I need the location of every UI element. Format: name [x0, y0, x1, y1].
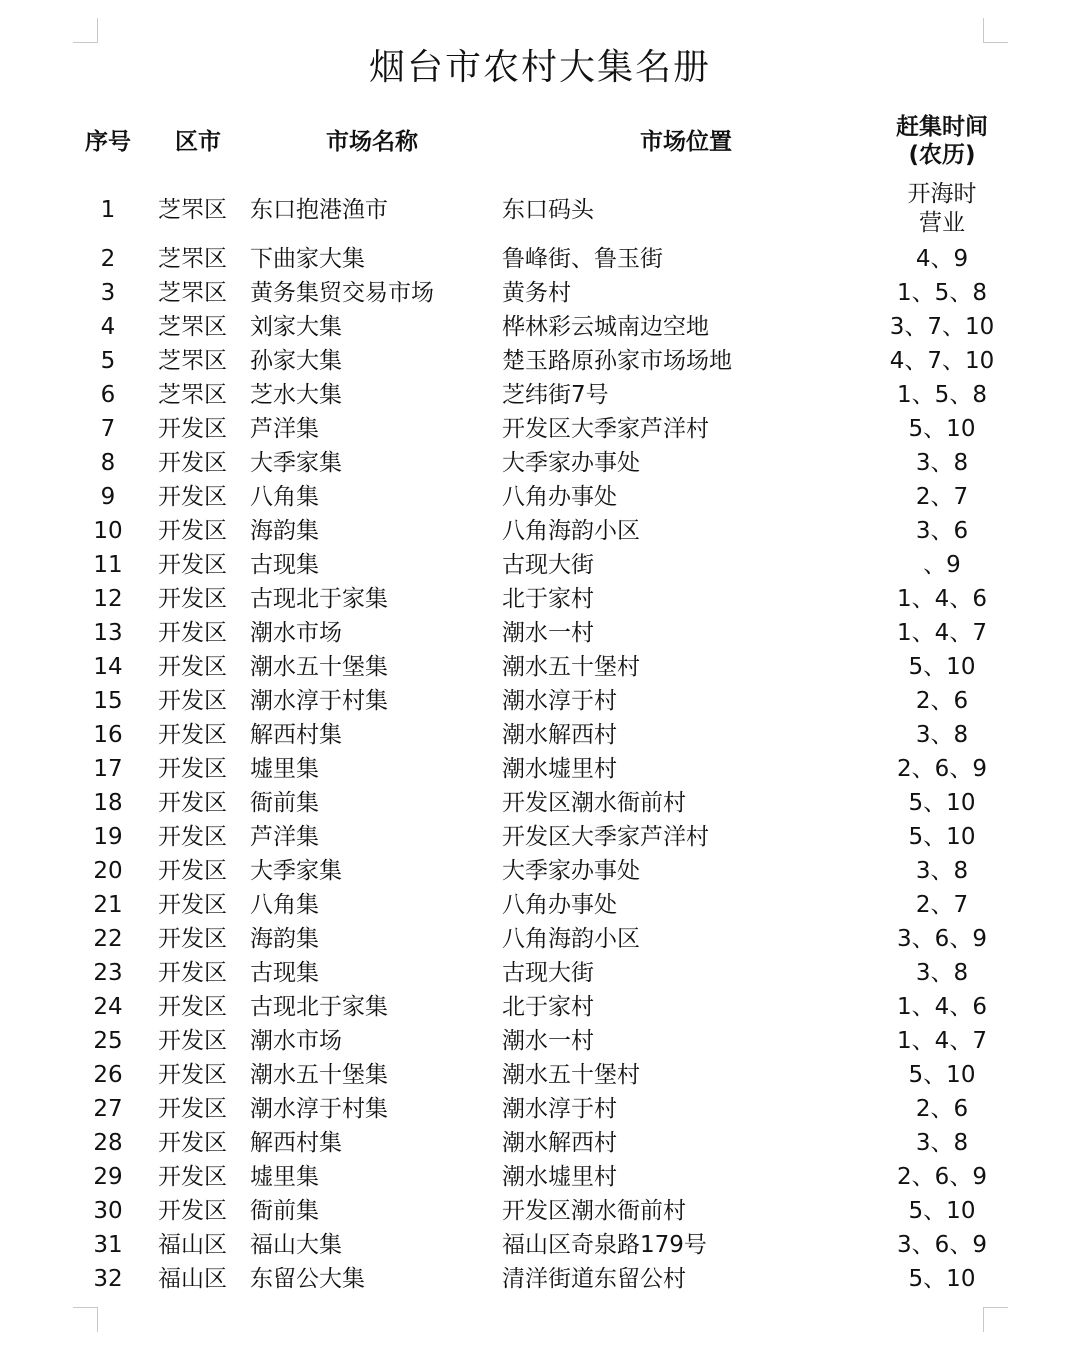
cell-market-time: 5、10: [908, 790, 976, 816]
cell-index: 16: [93, 722, 123, 748]
cell-location: 芝纬街7号: [502, 382, 609, 408]
cell-market-name: 芦洋集: [250, 416, 319, 442]
table-row: [0, 548, 1080, 582]
cell-location: 楚玉路原孙家市场场地: [502, 348, 732, 374]
cell-district: 开发区: [158, 1198, 227, 1224]
cell-market-time: 4、9: [915, 246, 969, 272]
table-row: [0, 616, 1080, 650]
table-row: [0, 888, 1080, 922]
cell-market-time: 3、8: [915, 1130, 969, 1156]
cell-location: 潮水淳于村: [502, 688, 617, 714]
cell-market-time: 、9: [923, 552, 961, 578]
table-row: [0, 178, 1080, 242]
header-index: 序号: [85, 129, 131, 155]
page-corner-mark-top-left: [73, 18, 98, 43]
cell-location: 桦林彩云城南边空地: [502, 314, 709, 340]
cell-market-name: 古现北于家集: [250, 586, 388, 612]
header-market-time: [872, 113, 1012, 169]
cell-district: 开发区: [158, 552, 227, 578]
cell-index: 21: [93, 892, 123, 918]
table-row: [0, 1092, 1080, 1126]
cell-district: 开发区: [158, 484, 227, 510]
cell-index: 22: [93, 926, 123, 952]
cell-market-name: 东口抱港渔市: [250, 197, 388, 223]
header-district: 区市: [175, 129, 221, 155]
cell-market-name: 潮水市场: [250, 620, 342, 646]
cell-location: 开发区大季家芦洋村: [502, 824, 709, 850]
cell-location: 东口码头: [502, 197, 594, 223]
table-row: [0, 1262, 1080, 1296]
table-row: [0, 1194, 1080, 1228]
cell-location: 潮水五十堡村: [502, 654, 640, 680]
cell-district: 开发区: [158, 654, 227, 680]
cell-market-time: 5、10: [908, 654, 976, 680]
table-row: [0, 480, 1080, 514]
cell-market-name: 大季家集: [250, 450, 342, 476]
cell-district: 芝罘区: [158, 280, 227, 306]
cell-market-name: 东留公大集: [250, 1266, 365, 1292]
cell-market-time: 3、8: [915, 858, 969, 884]
cell-index: 9: [100, 484, 116, 510]
cell-market-name: 解西村集: [250, 722, 342, 748]
cell-market-time: [872, 180, 1012, 238]
cell-market-time: 1、4、7: [897, 1028, 987, 1054]
cell-index: 26: [93, 1062, 123, 1088]
cell-district: 开发区: [158, 518, 227, 544]
table-row: [0, 1126, 1080, 1160]
table-row: [0, 786, 1080, 820]
cell-market-time: 2、6、9: [897, 756, 987, 782]
cell-location: 潮水解西村: [502, 1130, 617, 1156]
cell-location: 潮水一村: [502, 1028, 594, 1054]
cell-market-name: 福山大集: [250, 1232, 342, 1258]
cell-market-time: 5、10: [908, 416, 976, 442]
cell-index: 14: [93, 654, 123, 680]
cell-index: 8: [100, 450, 116, 476]
header-market-name: 市场名称: [326, 129, 418, 155]
cell-district: 福山区: [158, 1266, 227, 1292]
cell-index: 20: [93, 858, 123, 884]
table-row: [0, 752, 1080, 786]
cell-market-time: 1、5、8: [897, 280, 987, 306]
table-row: [0, 718, 1080, 752]
cell-location: 古现大街: [502, 960, 594, 986]
cell-market-name: 古现北于家集: [250, 994, 388, 1020]
cell-index: 28: [93, 1130, 123, 1156]
cell-market-time-line2: 营业: [919, 210, 965, 236]
cell-location: 潮水五十堡村: [502, 1062, 640, 1088]
header-location: 市场位置: [640, 129, 732, 155]
cell-market-name: 潮水五十堡集: [250, 654, 388, 680]
cell-market-name: 刘家大集: [250, 314, 342, 340]
cell-index: 7: [100, 416, 116, 442]
cell-market-time: 4、7、10: [889, 348, 995, 374]
header-market-time-line1: 赶集时间: [896, 114, 988, 140]
table-row: [0, 276, 1080, 310]
cell-market-name: 潮水五十堡集: [250, 1062, 388, 1088]
cell-district: 芝罘区: [158, 382, 227, 408]
cell-market-name: 八角集: [250, 892, 319, 918]
cell-index: 11: [93, 552, 123, 578]
cell-district: 开发区: [158, 1028, 227, 1054]
cell-location: 开发区大季家芦洋村: [502, 416, 709, 442]
table-row: [0, 650, 1080, 684]
cell-district: 开发区: [158, 858, 227, 884]
cell-location: 八角海韵小区: [502, 926, 640, 952]
cell-district: 开发区: [158, 926, 227, 952]
cell-market-name: 八角集: [250, 484, 319, 510]
header-market-time-line2: (农历): [908, 142, 976, 168]
cell-district: 福山区: [158, 1232, 227, 1258]
cell-district: 开发区: [158, 722, 227, 748]
table-row: [0, 1228, 1080, 1262]
cell-market-name: 古现集: [250, 960, 319, 986]
cell-district: 开发区: [158, 688, 227, 714]
cell-market-time: 3、6、9: [897, 926, 987, 952]
cell-index: 18: [93, 790, 123, 816]
cell-district: 芝罘区: [158, 197, 227, 223]
table-row: [0, 378, 1080, 412]
table-row: [0, 1058, 1080, 1092]
cell-index: 31: [93, 1232, 123, 1258]
cell-index: 6: [100, 382, 116, 408]
table-row: [0, 344, 1080, 378]
table-header: [0, 110, 1080, 180]
cell-index: 5: [100, 348, 116, 374]
cell-district: 开发区: [158, 960, 227, 986]
cell-district: 开发区: [158, 1096, 227, 1122]
cell-index: 10: [93, 518, 123, 544]
cell-location: 八角海韵小区: [502, 518, 640, 544]
cell-index: 3: [100, 280, 116, 306]
page-corner-mark-top-right: [983, 18, 1008, 43]
cell-district: 开发区: [158, 1130, 227, 1156]
cell-market-time: 5、10: [908, 1198, 976, 1224]
cell-location: 潮水墟里村: [502, 756, 617, 782]
cell-district: 开发区: [158, 824, 227, 850]
cell-district: 开发区: [158, 620, 227, 646]
cell-location: 大季家办事处: [502, 450, 640, 476]
cell-location: 大季家办事处: [502, 858, 640, 884]
cell-location: 开发区潮水衙前村: [502, 790, 686, 816]
cell-market-time: 5、10: [908, 1266, 976, 1292]
table-row: [0, 310, 1080, 344]
cell-location: 福山区奇泉路179号: [502, 1232, 707, 1258]
table-row: [0, 922, 1080, 956]
cell-district: 芝罘区: [158, 246, 227, 272]
page-corner-mark-bottom-right: [983, 1307, 1008, 1332]
cell-district: 开发区: [158, 586, 227, 612]
cell-market-time-line1: 开海时: [907, 181, 977, 207]
cell-market-name: 黄务集贸交易市场: [250, 280, 434, 306]
cell-market-name: 墟里集: [250, 756, 319, 782]
cell-location: 潮水淳于村: [502, 1096, 617, 1122]
table-row: [0, 514, 1080, 548]
cell-market-name: 潮水淳于村集: [250, 1096, 388, 1122]
table-row: [0, 1024, 1080, 1058]
cell-district: 开发区: [158, 892, 227, 918]
cell-location: 八角办事处: [502, 484, 617, 510]
table-row: [0, 1160, 1080, 1194]
cell-market-time: 2、7: [915, 484, 969, 510]
cell-index: 13: [93, 620, 123, 646]
cell-market-time: 3、6、9: [897, 1232, 987, 1258]
cell-index: 27: [93, 1096, 123, 1122]
cell-location: 北于家村: [502, 994, 594, 1020]
table-row: [0, 854, 1080, 888]
cell-location: 潮水墟里村: [502, 1164, 617, 1190]
cell-market-time: 2、7: [915, 892, 969, 918]
cell-district: 芝罘区: [158, 348, 227, 374]
table-row: [0, 820, 1080, 854]
cell-market-time: 1、4、7: [897, 620, 987, 646]
page-corner-mark-bottom-left: [73, 1307, 98, 1332]
cell-market-name: 芝水大集: [250, 382, 342, 408]
cell-market-time: 2、6: [915, 688, 969, 714]
cell-market-name: 大季家集: [250, 858, 342, 884]
cell-index: 19: [93, 824, 123, 850]
cell-index: 2: [100, 246, 116, 272]
cell-location: 潮水解西村: [502, 722, 617, 748]
cell-market-name: 芦洋集: [250, 824, 319, 850]
cell-index: 29: [93, 1164, 123, 1190]
document-title: 烟台市农村大集名册: [368, 47, 711, 88]
cell-index: 30: [93, 1198, 123, 1224]
table-row: [0, 582, 1080, 616]
cell-index: 4: [100, 314, 116, 340]
cell-market-name: 古现集: [250, 552, 319, 578]
table-row: [0, 242, 1080, 276]
cell-district: 开发区: [158, 790, 227, 816]
cell-district: 开发区: [158, 450, 227, 476]
cell-location: 黄务村: [502, 280, 571, 306]
cell-market-name: 潮水市场: [250, 1028, 342, 1054]
cell-market-name: 衙前集: [250, 1198, 319, 1224]
cell-market-time: 5、10: [908, 824, 976, 850]
table-row: [0, 956, 1080, 990]
cell-index: 25: [93, 1028, 123, 1054]
cell-market-name: 解西村集: [250, 1130, 342, 1156]
cell-index: 32: [93, 1266, 123, 1292]
cell-market-time: 2、6、9: [897, 1164, 987, 1190]
table-row: [0, 446, 1080, 480]
cell-market-time: 1、4、6: [897, 586, 987, 612]
cell-market-time: 1、4、6: [897, 994, 987, 1020]
cell-market-time: 3、8: [915, 960, 969, 986]
cell-market-time: 5、10: [908, 1062, 976, 1088]
cell-district: 开发区: [158, 1062, 227, 1088]
cell-market-name: 海韵集: [250, 926, 319, 952]
cell-market-time: 3、8: [915, 722, 969, 748]
cell-location: 清洋街道东留公村: [502, 1266, 686, 1292]
cell-location: 潮水一村: [502, 620, 594, 646]
table-row: [0, 990, 1080, 1024]
cell-location: 开发区潮水衙前村: [502, 1198, 686, 1224]
table-row: [0, 412, 1080, 446]
cell-market-name: 墟里集: [250, 1164, 319, 1190]
cell-index: 1: [100, 197, 116, 223]
cell-market-time: 2、6: [915, 1096, 969, 1122]
cell-district: 开发区: [158, 994, 227, 1020]
cell-market-name: 衙前集: [250, 790, 319, 816]
cell-location: 古现大街: [502, 552, 594, 578]
cell-market-time: 3、7、10: [889, 314, 995, 340]
cell-location: 北于家村: [502, 586, 594, 612]
cell-index: 24: [93, 994, 123, 1020]
cell-market-time: 1、5、8: [897, 382, 987, 408]
cell-market-name: 孙家大集: [250, 348, 342, 374]
cell-district: 开发区: [158, 416, 227, 442]
cell-market-name: 下曲家大集: [250, 246, 365, 272]
table-row: [0, 684, 1080, 718]
cell-market-time: 3、6: [915, 518, 969, 544]
cell-location: 八角办事处: [502, 892, 617, 918]
cell-district: 开发区: [158, 756, 227, 782]
cell-district: 芝罘区: [158, 314, 227, 340]
cell-index: 17: [93, 756, 123, 782]
cell-index: 15: [93, 688, 123, 714]
cell-market-name: 海韵集: [250, 518, 319, 544]
cell-location: 鲁峰街、鲁玉街: [502, 246, 663, 272]
cell-index: 12: [93, 586, 123, 612]
cell-index: 23: [93, 960, 123, 986]
cell-market-time: 3、8: [915, 450, 969, 476]
cell-district: 开发区: [158, 1164, 227, 1190]
cell-market-name: 潮水淳于村集: [250, 688, 388, 714]
